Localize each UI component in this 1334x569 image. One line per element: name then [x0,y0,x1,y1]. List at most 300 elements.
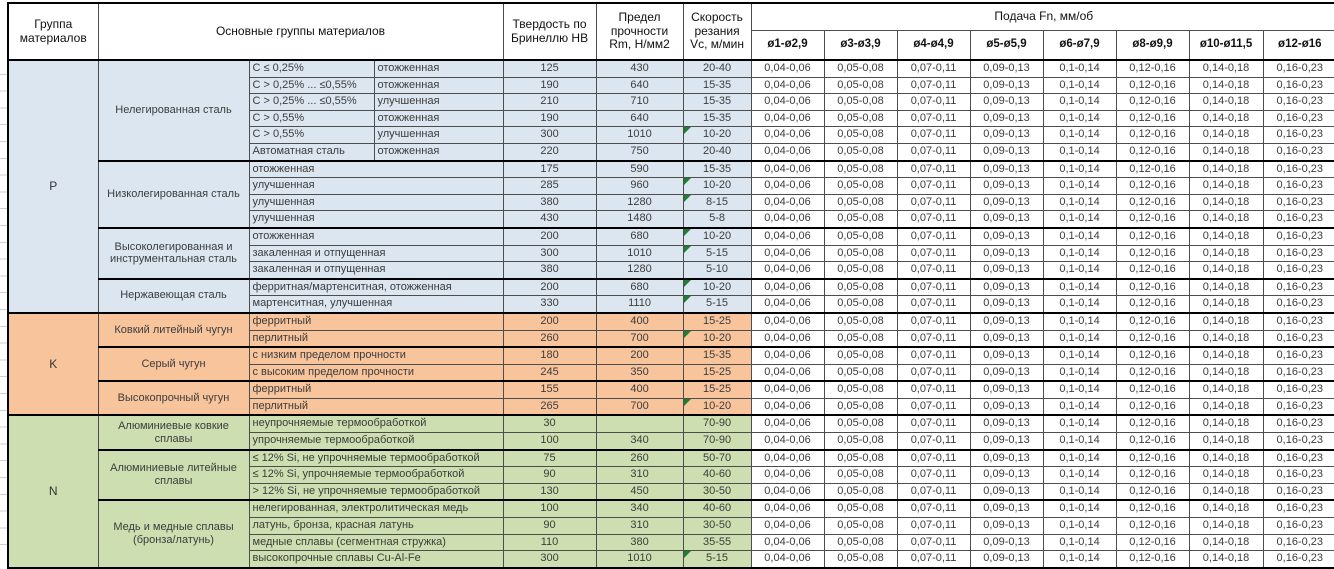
feed-value-cell[interactable]: 0,05-0,08 [824,500,897,517]
feed-value-cell[interactable]: 0,04-0,06 [751,77,824,94]
feed-value-cell[interactable]: 0,04-0,06 [751,262,824,279]
hardness-cell[interactable]: 155 [503,381,596,398]
feed-value-cell[interactable]: 0,14-0,18 [1189,467,1263,484]
feed-value-cell[interactable]: 0,04-0,06 [751,450,824,467]
feed-value-cell[interactable]: 0,16-0,23 [1263,296,1334,313]
cutting-speed-cell[interactable]: 15-35 [683,347,751,364]
cutting-speed-cell[interactable]: 40-60 [683,500,751,517]
feed-value-cell[interactable]: 0,05-0,08 [824,60,897,77]
strength-cell[interactable]: 700 [596,398,683,415]
feed-value-cell[interactable]: 0,04-0,06 [751,194,824,211]
feed-value-cell[interactable]: 0,07-0,11 [897,467,970,484]
feed-value-cell[interactable]: 0,12-0,16 [1116,194,1189,211]
feed-value-cell[interactable]: 0,14-0,18 [1189,279,1263,296]
feed-value-cell[interactable]: 0,04-0,06 [751,551,824,568]
cutting-speed-cell[interactable]: 8-15 [683,194,751,211]
hardness-cell[interactable]: 190 [503,77,596,94]
material-state-cell[interactable]: отожженная [374,77,503,94]
feed-value-cell[interactable]: 0,04-0,06 [751,296,824,313]
hardness-cell[interactable]: 75 [503,450,596,467]
feed-value-cell[interactable]: 0,12-0,16 [1116,110,1189,127]
feed-value-cell[interactable]: 0,14-0,18 [1189,60,1263,77]
hardness-cell[interactable]: 130 [503,483,596,500]
feed-value-cell[interactable]: 0,1-0,14 [1043,381,1116,398]
feed-value-cell[interactable]: 0,05-0,08 [824,534,897,551]
hardness-cell[interactable]: 90 [503,467,596,484]
feed-value-cell[interactable]: 0,1-0,14 [1043,364,1116,381]
feed-value-cell[interactable]: 0,1-0,14 [1043,245,1116,262]
hardness-cell[interactable]: 100 [503,500,596,517]
material-state-cell[interactable]: закаленная и отпущенная [249,262,503,279]
feed-value-cell[interactable]: 0,1-0,14 [1043,228,1116,245]
feed-value-cell[interactable]: 0,12-0,16 [1116,534,1189,551]
feed-value-cell[interactable]: 0,12-0,16 [1116,450,1189,467]
feed-value-cell[interactable]: 0,1-0,14 [1043,467,1116,484]
cutting-speed-cell[interactable]: 15-25 [683,364,751,381]
feed-value-cell[interactable]: 0,07-0,11 [897,178,970,195]
feed-value-cell[interactable]: 0,14-0,18 [1189,518,1263,535]
feed-value-cell[interactable]: 0,05-0,08 [824,211,897,228]
material-condition-cell[interactable]: C > 0,25% ... ≤0,55% [249,94,374,111]
strength-cell[interactable]: 450 [596,483,683,500]
material-state-cell[interactable]: с высоким пределом прочности [249,364,503,381]
feed-value-cell[interactable]: 0,09-0,13 [970,262,1043,279]
feed-value-cell[interactable]: 0,12-0,16 [1116,518,1189,535]
feed-value-cell[interactable]: 0,07-0,11 [897,279,970,296]
feed-value-cell[interactable]: 0,07-0,11 [897,500,970,517]
feed-value-cell[interactable]: 0,12-0,16 [1116,279,1189,296]
material-state-cell[interactable]: медные сплавы (сегментная стружка) [249,534,503,551]
feed-value-cell[interactable]: 0,16-0,23 [1263,364,1334,381]
feed-value-cell[interactable]: 0,16-0,23 [1263,500,1334,517]
feed-value-cell[interactable]: 0,1-0,14 [1043,415,1116,432]
feed-value-cell[interactable]: 0,05-0,08 [824,347,897,364]
feed-value-cell[interactable]: 0,09-0,13 [970,161,1043,178]
feed-value-cell[interactable]: 0,16-0,23 [1263,127,1334,144]
hardness-cell[interactable]: 330 [503,296,596,313]
cutting-speed-cell[interactable]: 20-40 [683,60,751,77]
strength-cell[interactable]: 640 [596,110,683,127]
feed-value-cell[interactable]: 0,14-0,18 [1189,77,1263,94]
feed-value-cell[interactable]: 0,05-0,08 [824,433,897,450]
feed-value-cell[interactable]: 0,1-0,14 [1043,262,1116,279]
subgroup-name-cell[interactable]: Нержавеющая сталь [98,279,249,313]
material-state-cell[interactable]: отожженная [249,161,503,178]
feed-value-cell[interactable]: 0,04-0,06 [751,467,824,484]
subgroup-name-cell[interactable]: Алюминиевые ковкие сплавы [98,415,249,449]
feed-value-cell[interactable]: 0,09-0,13 [970,450,1043,467]
feed-value-cell[interactable]: 0,05-0,08 [824,161,897,178]
hardness-cell[interactable]: 300 [503,551,596,568]
feed-value-cell[interactable]: 0,14-0,18 [1189,211,1263,228]
feed-value-cell[interactable]: 0,14-0,18 [1189,143,1263,160]
feed-value-cell[interactable]: 0,09-0,13 [970,347,1043,364]
strength-cell[interactable]: 340 [596,433,683,450]
feed-value-cell[interactable]: 0,1-0,14 [1043,211,1116,228]
strength-cell[interactable]: 590 [596,161,683,178]
material-state-cell[interactable]: перлитный [249,398,503,415]
feed-value-cell[interactable]: 0,1-0,14 [1043,110,1116,127]
material-state-cell[interactable]: отожженная [374,110,503,127]
material-condition-cell[interactable]: C ≤ 0,25% [249,60,374,77]
feed-value-cell[interactable]: 0,04-0,06 [751,110,824,127]
feed-value-cell[interactable]: 0,04-0,06 [751,518,824,535]
feed-value-cell[interactable]: 0,04-0,06 [751,60,824,77]
feed-value-cell[interactable]: 0,09-0,13 [970,330,1043,347]
feed-value-cell[interactable]: 0,12-0,16 [1116,245,1189,262]
cutting-speed-cell[interactable]: 15-25 [683,313,751,330]
feed-value-cell[interactable]: 0,16-0,23 [1263,110,1334,127]
feed-value-cell[interactable]: 0,07-0,11 [897,143,970,160]
material-state-cell[interactable]: отожженная [374,143,503,160]
strength-cell[interactable]: 750 [596,143,683,160]
feed-value-cell[interactable]: 0,16-0,23 [1263,415,1334,432]
feed-value-cell[interactable]: 0,07-0,11 [897,551,970,568]
feed-value-cell[interactable]: 0,16-0,23 [1263,534,1334,551]
feed-value-cell[interactable]: 0,14-0,18 [1189,161,1263,178]
strength-cell[interactable]: 710 [596,94,683,111]
cutting-speed-cell[interactable]: 5-15 [683,296,751,313]
feed-value-cell[interactable]: 0,09-0,13 [970,94,1043,111]
feed-value-cell[interactable]: 0,16-0,23 [1263,94,1334,111]
feed-value-cell[interactable]: 0,16-0,23 [1263,228,1334,245]
feed-value-cell[interactable]: 0,12-0,16 [1116,433,1189,450]
feed-value-cell[interactable]: 0,04-0,06 [751,398,824,415]
feed-value-cell[interactable]: 0,04-0,06 [751,364,824,381]
hardness-cell[interactable]: 285 [503,178,596,195]
material-state-cell[interactable]: высокопрочные сплавы Cu-Al-Fe [249,551,503,568]
feed-value-cell[interactable]: 0,05-0,08 [824,77,897,94]
material-state-cell[interactable]: улучшенная [249,194,503,211]
feed-value-cell[interactable]: 0,05-0,08 [824,518,897,535]
feed-value-cell[interactable]: 0,12-0,16 [1116,60,1189,77]
feed-value-cell[interactable]: 0,09-0,13 [970,415,1043,432]
feed-value-cell[interactable]: 0,07-0,11 [897,483,970,500]
hardness-cell[interactable]: 260 [503,330,596,347]
material-state-cell[interactable]: ферритный [249,381,503,398]
feed-value-cell[interactable]: 0,1-0,14 [1043,518,1116,535]
feed-value-cell[interactable]: 0,09-0,13 [970,110,1043,127]
feed-value-cell[interactable]: 0,14-0,18 [1189,483,1263,500]
feed-value-cell[interactable]: 0,16-0,23 [1263,313,1334,330]
feed-value-cell[interactable]: 0,16-0,23 [1263,450,1334,467]
feed-value-cell[interactable]: 0,1-0,14 [1043,178,1116,195]
feed-value-cell[interactable]: 0,07-0,11 [897,262,970,279]
feed-value-cell[interactable]: 0,07-0,11 [897,330,970,347]
feed-value-cell[interactable]: 0,16-0,23 [1263,77,1334,94]
feed-value-cell[interactable]: 0,14-0,18 [1189,500,1263,517]
feed-value-cell[interactable]: 0,05-0,08 [824,194,897,211]
feed-value-cell[interactable]: 0,05-0,08 [824,381,897,398]
feed-value-cell[interactable]: 0,07-0,11 [897,110,970,127]
material-state-cell[interactable]: закаленная и отпущенная [249,245,503,262]
feed-value-cell[interactable]: 0,05-0,08 [824,551,897,568]
cutting-speed-cell[interactable]: 5-15 [683,551,751,568]
feed-value-cell[interactable]: 0,14-0,18 [1189,398,1263,415]
hardness-cell[interactable]: 110 [503,534,596,551]
material-state-cell[interactable]: улучшенная [374,94,503,111]
feed-value-cell[interactable]: 0,07-0,11 [897,364,970,381]
hardness-cell[interactable]: 180 [503,347,596,364]
feed-value-cell[interactable]: 0,04-0,06 [751,245,824,262]
feed-value-cell[interactable]: 0,12-0,16 [1116,228,1189,245]
feed-value-cell[interactable]: 0,05-0,08 [824,262,897,279]
feed-value-cell[interactable]: 0,07-0,11 [897,161,970,178]
strength-cell[interactable]: 1280 [596,194,683,211]
feed-value-cell[interactable]: 0,12-0,16 [1116,398,1189,415]
hardness-cell[interactable]: 200 [503,313,596,330]
strength-cell[interactable]: 1110 [596,296,683,313]
feed-value-cell[interactable]: 0,16-0,23 [1263,433,1334,450]
feed-value-cell[interactable]: 0,12-0,16 [1116,178,1189,195]
cutting-speed-cell[interactable]: 10-20 [683,127,751,144]
material-state-cell[interactable]: перлитный [249,330,503,347]
feed-value-cell[interactable]: 0,1-0,14 [1043,94,1116,111]
material-state-cell[interactable]: латунь, бронза, красная латунь [249,518,503,535]
subgroup-name-cell[interactable]: Низколегированная сталь [98,161,249,228]
feed-value-cell[interactable]: 0,04-0,06 [751,313,824,330]
feed-value-cell[interactable]: 0,14-0,18 [1189,433,1263,450]
feed-value-cell[interactable]: 0,1-0,14 [1043,296,1116,313]
strength-cell[interactable]: 310 [596,467,683,484]
subgroup-name-cell[interactable]: Серый чугун [98,347,249,381]
feed-value-cell[interactable]: 0,14-0,18 [1189,178,1263,195]
feed-value-cell[interactable]: 0,09-0,13 [970,127,1043,144]
feed-value-cell[interactable]: 0,07-0,11 [897,60,970,77]
feed-value-cell[interactable]: 0,1-0,14 [1043,77,1116,94]
feed-value-cell[interactable]: 0,1-0,14 [1043,313,1116,330]
feed-value-cell[interactable]: 0,05-0,08 [824,127,897,144]
strength-cell[interactable]: 1480 [596,211,683,228]
feed-value-cell[interactable]: 0,12-0,16 [1116,551,1189,568]
feed-value-cell[interactable]: 0,1-0,14 [1043,347,1116,364]
feed-value-cell[interactable]: 0,07-0,11 [897,245,970,262]
hardness-cell[interactable]: 100 [503,433,596,450]
feed-value-cell[interactable]: 0,07-0,11 [897,211,970,228]
feed-value-cell[interactable]: 0,12-0,16 [1116,296,1189,313]
cutting-speed-cell[interactable]: 10-20 [683,178,751,195]
feed-value-cell[interactable]: 0,07-0,11 [897,398,970,415]
cutting-speed-cell[interactable]: 70-90 [683,415,751,432]
feed-value-cell[interactable]: 0,12-0,16 [1116,500,1189,517]
feed-value-cell[interactable]: 0,04-0,06 [751,500,824,517]
feed-value-cell[interactable]: 0,04-0,06 [751,415,824,432]
cutting-speed-cell[interactable]: 50-70 [683,450,751,467]
feed-value-cell[interactable]: 0,12-0,16 [1116,330,1189,347]
feed-value-cell[interactable]: 0,12-0,16 [1116,143,1189,160]
feed-value-cell[interactable]: 0,16-0,23 [1263,467,1334,484]
strength-cell[interactable]: 400 [596,313,683,330]
strength-cell[interactable]: 640 [596,77,683,94]
feed-value-cell[interactable]: 0,09-0,13 [970,467,1043,484]
feed-value-cell[interactable]: 0,14-0,18 [1189,381,1263,398]
feed-value-cell[interactable]: 0,07-0,11 [897,450,970,467]
hardness-cell[interactable]: 380 [503,262,596,279]
strength-cell[interactable]: 1010 [596,127,683,144]
feed-value-cell[interactable]: 0,1-0,14 [1043,60,1116,77]
feed-value-cell[interactable]: 0,12-0,16 [1116,415,1189,432]
feed-value-cell[interactable]: 0,16-0,23 [1263,245,1334,262]
feed-value-cell[interactable]: 0,07-0,11 [897,127,970,144]
hardness-cell[interactable]: 90 [503,518,596,535]
feed-value-cell[interactable]: 0,04-0,06 [751,381,824,398]
feed-value-cell[interactable]: 0,05-0,08 [824,296,897,313]
feed-value-cell[interactable]: 0,16-0,23 [1263,60,1334,77]
feed-value-cell[interactable]: 0,16-0,23 [1263,347,1334,364]
strength-cell[interactable] [596,415,683,432]
feed-value-cell[interactable]: 0,07-0,11 [897,313,970,330]
material-condition-cell[interactable]: C > 0,25% ... ≤0,55% [249,77,374,94]
feed-value-cell[interactable]: 0,07-0,11 [897,347,970,364]
subgroup-name-cell[interactable]: Высоколегированная и инструментальная сталь [98,228,249,279]
feed-value-cell[interactable]: 0,16-0,23 [1263,551,1334,568]
feed-value-cell[interactable]: 0,14-0,18 [1189,94,1263,111]
hardness-cell[interactable]: 245 [503,364,596,381]
hardness-cell[interactable]: 30 [503,415,596,432]
hardness-cell[interactable]: 125 [503,60,596,77]
strength-cell[interactable]: 430 [596,60,683,77]
feed-value-cell[interactable]: 0,12-0,16 [1116,467,1189,484]
feed-value-cell[interactable]: 0,14-0,18 [1189,551,1263,568]
material-state-cell[interactable]: ферритная/мартенситная, отожженная [249,279,503,296]
cutting-speed-cell[interactable]: 15-25 [683,381,751,398]
cutting-speed-cell[interactable]: 10-20 [683,279,751,296]
feed-value-cell[interactable]: 0,05-0,08 [824,467,897,484]
feed-value-cell[interactable]: 0,09-0,13 [970,398,1043,415]
cutting-speed-cell[interactable]: 15-35 [683,77,751,94]
hardness-cell[interactable]: 200 [503,279,596,296]
feed-value-cell[interactable]: 0,04-0,06 [751,330,824,347]
material-condition-cell[interactable]: Автоматная сталь [249,143,374,160]
feed-value-cell[interactable]: 0,04-0,06 [751,347,824,364]
feed-value-cell[interactable]: 0,04-0,06 [751,178,824,195]
feed-value-cell[interactable]: 0,14-0,18 [1189,347,1263,364]
feed-value-cell[interactable]: 0,12-0,16 [1116,364,1189,381]
feed-value-cell[interactable]: 0,1-0,14 [1043,143,1116,160]
material-state-cell[interactable]: нелегированная, электролитическая медь [249,500,503,517]
strength-cell[interactable]: 200 [596,347,683,364]
feed-value-cell[interactable]: 0,14-0,18 [1189,450,1263,467]
feed-value-cell[interactable]: 0,12-0,16 [1116,161,1189,178]
feed-value-cell[interactable]: 0,05-0,08 [824,364,897,381]
material-condition-cell[interactable]: C > 0,55% [249,110,374,127]
feed-value-cell[interactable]: 0,1-0,14 [1043,433,1116,450]
feed-value-cell[interactable]: 0,14-0,18 [1189,330,1263,347]
material-state-cell[interactable]: > 12% Si, не упрочняемые термообработкой [249,483,503,500]
material-state-cell[interactable]: отожженная [374,60,503,77]
feed-value-cell[interactable]: 0,09-0,13 [970,433,1043,450]
feed-value-cell[interactable]: 0,09-0,13 [970,364,1043,381]
feed-value-cell[interactable]: 0,04-0,06 [751,433,824,450]
hardness-cell[interactable]: 300 [503,245,596,262]
feed-value-cell[interactable]: 0,1-0,14 [1043,483,1116,500]
feed-value-cell[interactable]: 0,16-0,23 [1263,211,1334,228]
feed-value-cell[interactable]: 0,1-0,14 [1043,127,1116,144]
feed-value-cell[interactable]: 0,16-0,23 [1263,398,1334,415]
strength-cell[interactable]: 960 [596,178,683,195]
feed-value-cell[interactable]: 0,12-0,16 [1116,313,1189,330]
feed-value-cell[interactable]: 0,16-0,23 [1263,143,1334,160]
feed-value-cell[interactable]: 0,14-0,18 [1189,534,1263,551]
feed-value-cell[interactable]: 0,16-0,23 [1263,161,1334,178]
feed-value-cell[interactable]: 0,09-0,13 [970,228,1043,245]
strength-cell[interactable]: 680 [596,279,683,296]
feed-value-cell[interactable]: 0,14-0,18 [1189,110,1263,127]
material-condition-cell[interactable]: C > 0,55% [249,127,374,144]
feed-value-cell[interactable]: 0,07-0,11 [897,381,970,398]
feed-value-cell[interactable]: 0,1-0,14 [1043,398,1116,415]
cutting-speed-cell[interactable]: 15-35 [683,110,751,127]
cutting-speed-cell[interactable]: 5-10 [683,262,751,279]
strength-cell[interactable]: 1280 [596,262,683,279]
feed-value-cell[interactable]: 0,07-0,11 [897,194,970,211]
feed-value-cell[interactable]: 0,16-0,23 [1263,518,1334,535]
material-state-cell[interactable]: упрочняемые термообработкой [249,433,503,450]
strength-cell[interactable]: 310 [596,518,683,535]
cutting-speed-cell[interactable]: 30-50 [683,483,751,500]
cutting-speed-cell[interactable]: 15-35 [683,94,751,111]
group-code-cell[interactable]: P [8,60,98,313]
feed-value-cell[interactable]: 0,07-0,11 [897,77,970,94]
feed-value-cell[interactable]: 0,16-0,23 [1263,194,1334,211]
feed-value-cell[interactable]: 0,12-0,16 [1116,381,1189,398]
feed-value-cell[interactable]: 0,1-0,14 [1043,194,1116,211]
feed-value-cell[interactable]: 0,14-0,18 [1189,127,1263,144]
subgroup-name-cell[interactable]: Высокопрочный чугун [98,381,249,415]
strength-cell[interactable]: 1010 [596,551,683,568]
subgroup-name-cell[interactable]: Нелегированная сталь [98,60,249,161]
feed-value-cell[interactable]: 0,16-0,23 [1263,279,1334,296]
feed-value-cell[interactable]: 0,07-0,11 [897,518,970,535]
hardness-cell[interactable]: 380 [503,194,596,211]
feed-value-cell[interactable]: 0,09-0,13 [970,194,1043,211]
feed-value-cell[interactable]: 0,05-0,08 [824,313,897,330]
group-code-cell[interactable]: K [8,313,98,416]
feed-value-cell[interactable]: 0,16-0,23 [1263,178,1334,195]
cutting-speed-cell[interactable]: 10-20 [683,228,751,245]
feed-value-cell[interactable]: 0,07-0,11 [897,433,970,450]
feed-value-cell[interactable]: 0,04-0,06 [751,534,824,551]
feed-value-cell[interactable]: 0,12-0,16 [1116,211,1189,228]
feed-value-cell[interactable]: 0,1-0,14 [1043,161,1116,178]
cutting-speed-cell[interactable]: 10-20 [683,330,751,347]
feed-value-cell[interactable]: 0,12-0,16 [1116,347,1189,364]
strength-cell[interactable]: 700 [596,330,683,347]
feed-value-cell[interactable]: 0,09-0,13 [970,534,1043,551]
group-code-cell[interactable]: N [8,415,98,567]
material-state-cell[interactable]: отожженная [249,228,503,245]
feed-value-cell[interactable]: 0,09-0,13 [970,381,1043,398]
strength-cell[interactable]: 340 [596,500,683,517]
feed-value-cell[interactable]: 0,05-0,08 [824,483,897,500]
subgroup-name-cell[interactable]: Ковкий литейный чугун [98,313,249,347]
feed-value-cell[interactable]: 0,05-0,08 [824,415,897,432]
material-state-cell[interactable]: ферритный [249,313,503,330]
cutting-speed-cell[interactable]: 15-35 [683,161,751,178]
feed-value-cell[interactable]: 0,12-0,16 [1116,262,1189,279]
feed-value-cell[interactable]: 0,09-0,13 [970,313,1043,330]
strength-cell[interactable]: 400 [596,381,683,398]
feed-value-cell[interactable]: 0,09-0,13 [970,500,1043,517]
feed-value-cell[interactable]: 0,05-0,08 [824,94,897,111]
feed-value-cell[interactable]: 0,05-0,08 [824,110,897,127]
feed-value-cell[interactable]: 0,05-0,08 [824,279,897,296]
feed-value-cell[interactable]: 0,14-0,18 [1189,245,1263,262]
feed-value-cell[interactable]: 0,05-0,08 [824,143,897,160]
material-state-cell[interactable]: улучшенная [249,178,503,195]
hardness-cell[interactable]: 210 [503,94,596,111]
cutting-speed-cell[interactable]: 20-40 [683,143,751,160]
